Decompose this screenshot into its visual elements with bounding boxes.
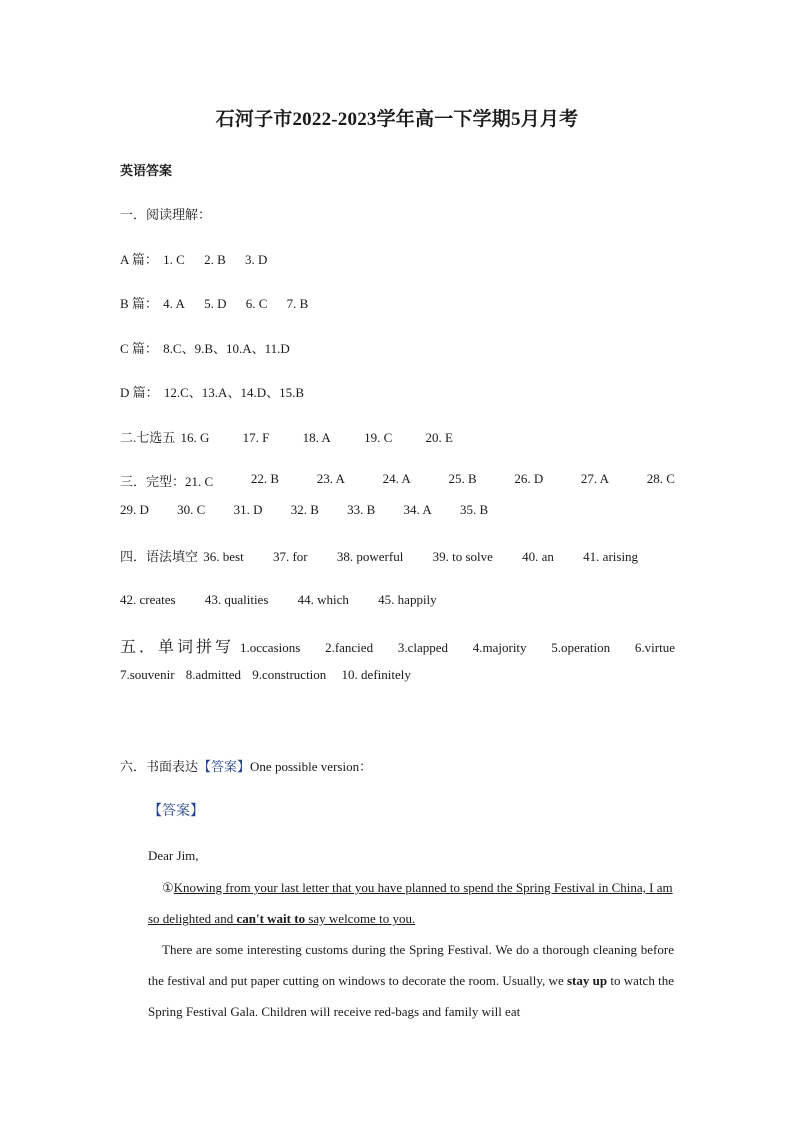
answer-item: 36. best — [203, 549, 244, 564]
grammar-label: 四．语法填空 — [120, 549, 199, 564]
letter-paragraph-1 — [148, 872, 674, 934]
answer-item: 39. to solve — [432, 549, 493, 564]
answer-tag: 【答案】 — [148, 804, 204, 819]
answer-item: 17. F — [242, 430, 270, 445]
reading-d-row — [120, 382, 304, 401]
grammar-row-1 — [120, 546, 638, 565]
cloze-row-1 — [120, 471, 675, 490]
answer-item: 33. B — [347, 502, 376, 517]
paragraph-1-text: Knowing from your last letter that you have planned to spend the Spring Festival in China, I am so delighted and — [148, 880, 673, 926]
reading-heading: 一．阅读理解： — [120, 207, 212, 222]
answer-item: 28. C — [646, 471, 675, 486]
answer-item: 25. B — [448, 471, 477, 486]
writing-heading — [120, 756, 372, 775]
spelling-label-group — [120, 634, 300, 657]
answer-item: 1.occasions — [240, 640, 301, 655]
grammar-row-2 — [120, 592, 437, 608]
writing-label: 六．书面表达 — [120, 759, 199, 774]
answer-item: 42. creates — [120, 592, 176, 607]
answer-item: 35. B — [459, 502, 489, 517]
spelling-row-2 — [120, 667, 411, 683]
paragraph-1-bold: can't wait to — [236, 911, 306, 926]
page-title: 石河子市2022-2023学年高一下学期5月月考 — [215, 109, 579, 130]
reading-a-row — [120, 249, 267, 268]
answer-item: 31. D — [233, 502, 263, 517]
answer-item: 18. A — [302, 430, 331, 445]
answer-item: 24. A — [382, 471, 411, 486]
answer-item: 30. C — [177, 502, 206, 517]
letter-paragraph-2 — [148, 934, 674, 1027]
answer-item: 29. D — [120, 502, 149, 517]
reading-c-answers: 8.C、9.B、10.A、11.D — [163, 341, 290, 356]
answer-item: 27. A — [580, 471, 610, 486]
answer-item: 9.construction — [252, 667, 327, 682]
answer-item: 10. definitely — [341, 667, 411, 682]
answer-item: 3.clapped — [397, 640, 448, 655]
reading-c-row — [120, 338, 290, 357]
reading-b-label: B 篇： — [120, 296, 158, 311]
answer-item: 8.admitted — [185, 667, 242, 682]
answer-item: 23. A — [316, 471, 345, 486]
answer-item: 6.virtue — [634, 640, 675, 655]
answer-item: 4. A — [163, 296, 185, 311]
answer-item: 21. C — [185, 474, 214, 489]
seven-five-row — [120, 427, 453, 446]
answer-item: 34. A — [403, 502, 432, 517]
answer-item: 5. D — [204, 296, 227, 311]
circled-number-1: ① — [162, 880, 174, 895]
reading-d-label: D 篇： — [120, 385, 159, 400]
answer-item: 1. C — [163, 252, 185, 267]
answer-item: 44. which — [297, 592, 349, 607]
answer-item: 32. B — [290, 502, 319, 517]
paragraph-2-text: There are some interesting customs during the Spring Festival. We do a thorough cleaning before the festival and put paper cutting on windows to decorate the room. Usually, we — [148, 942, 674, 988]
answer-item: 38. powerful — [336, 549, 404, 564]
answer-item: 3. D — [245, 252, 268, 267]
answer-item: 43. qualities — [204, 592, 269, 607]
answer-item: 19. C — [364, 430, 393, 445]
letter-greeting: Dear Jim, — [148, 848, 199, 863]
answer-item: 22. B — [250, 471, 280, 486]
answer-item: 45. happily — [378, 592, 437, 607]
answer-item: 26. D — [514, 471, 544, 486]
reading-d-answers: 12.C、13.A、14.D、15.B — [163, 385, 305, 400]
answer-item: 37. for — [272, 549, 308, 564]
seven-five-label: 二.七选五 — [120, 430, 176, 445]
subject-heading: 英语答案 — [120, 163, 173, 178]
cloze-label: 三．完型： — [120, 474, 186, 489]
reading-b-row — [120, 293, 308, 312]
answer-item: 16. G — [180, 430, 210, 445]
answer-tag: 【答案】 — [198, 759, 251, 774]
answer-item: 7.souvenir — [120, 667, 175, 682]
reading-a-label: A 篇： — [120, 252, 158, 267]
answer-item: 41. arising — [583, 549, 639, 564]
answer-item: 5.operation — [551, 640, 611, 655]
reading-c-label: C 篇： — [120, 341, 158, 356]
answer-item: 4.majority — [472, 640, 527, 655]
paragraph-2-end: to watch the Spring Festival Gala. Children will receive red-bags and family will eat — [148, 973, 674, 1019]
answer-item: 2. B — [204, 252, 226, 267]
cloze-row-2 — [120, 502, 488, 518]
answer-item: 2.fancied — [325, 640, 374, 655]
spelling-row-1 — [120, 634, 675, 657]
answer-item: 20. E — [425, 430, 453, 445]
cloze-label-group — [120, 471, 213, 490]
paragraph-2-bold: stay up — [567, 973, 608, 988]
answer-item: 6. C — [245, 296, 268, 311]
answer-item: 40. an — [522, 549, 554, 564]
spelling-label: 五．单词拼写 — [120, 639, 235, 656]
paragraph-1-end: say welcome to you. — [305, 911, 416, 926]
answer-item: 7. B — [286, 296, 309, 311]
writing-label-suffix: One possible version： — [250, 759, 373, 774]
